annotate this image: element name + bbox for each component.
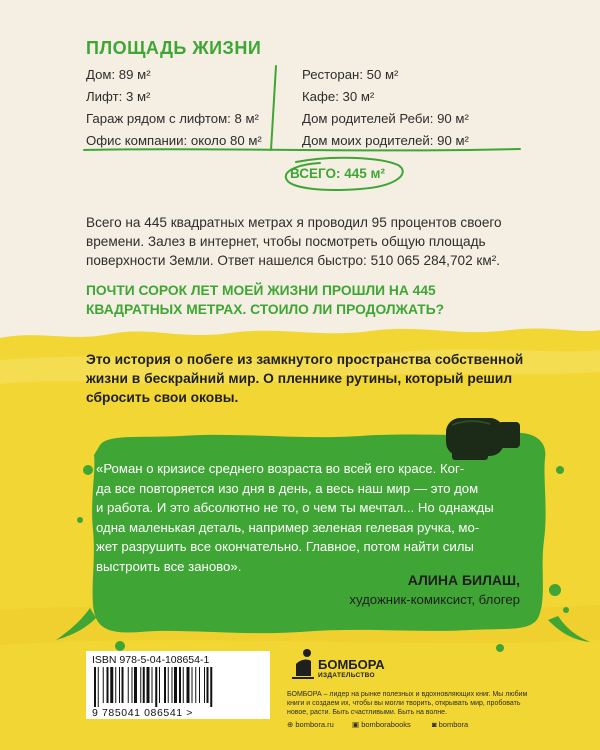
barcode-bar — [159, 667, 160, 703]
social-vk[interactable] — [352, 720, 411, 729]
barcode-bar — [199, 667, 200, 703]
barcode-bar — [103, 667, 104, 703]
barcode-bar — [122, 667, 124, 703]
quote-line: «Роман о кризисе среднего возраста во всей его красе. Ког- — [96, 461, 465, 476]
barcode-bar — [98, 667, 99, 707]
barcode-bar — [179, 667, 181, 703]
barcode-bar — [107, 667, 109, 703]
area-right-item: Дом моих родителей: 90 м² — [302, 133, 469, 148]
quote-author-role: художник-комиксист, блогер — [349, 592, 520, 607]
globe-icon: ⊕ — [287, 720, 294, 729]
barcode-bar — [168, 667, 169, 703]
area-title: ПЛОЩАДЬ ЖИЗНИ — [86, 38, 262, 58]
publisher-name: БОМБОРА — [318, 657, 385, 672]
quote-line: выстроить все заново». — [96, 558, 242, 574]
barcode-bar — [204, 667, 205, 703]
barcode-digits: 9 785041 086541 > — [92, 707, 193, 719]
body-paragraph: Всего на 445 квадратных метрах я проводил 95 процентов своего времени. Залез в интернет, чтобы посмотреть общую площадь поверхности Земли. Ответ нашелся быстро: 510 065 284,702 км². — [86, 215, 502, 268]
barcode-bar — [172, 667, 173, 703]
barcode-bar — [155, 667, 157, 707]
barcode-bar — [174, 667, 177, 703]
barcode-bar — [134, 667, 137, 703]
quote-line: да все повторяется изо дня в день, а весь наш мир — это дом — [96, 480, 479, 496]
area-left-item: Лифт: 3 м² — [86, 89, 151, 104]
social-website[interactable] — [287, 720, 334, 729]
barcode-bar — [119, 667, 120, 703]
social-messenger[interactable] — [432, 720, 468, 729]
barcode-bar — [110, 667, 113, 703]
quote-line: жет разрушить все окончательно. Главное, потом найти силы — [96, 539, 474, 554]
area-right-item: Дом родителей Реби: 90 м² — [302, 111, 469, 126]
table-divider-horizontal — [84, 149, 520, 150]
publisher-subtitle: ИЗДАТЕЛЬСТВО — [318, 672, 375, 679]
barcode-bar — [115, 667, 116, 703]
barcode-bar — [207, 667, 209, 703]
review-quote — [96, 459, 516, 576]
publisher-description: БОМБОРА – лидер на рынке полезных и вдохновляющих книг. Мы любим книги и создаем их, чтобы вы могли творить, открывать мир, пробовать новое, расти. Быть счастливыми. Быть на волне. — [287, 691, 528, 716]
quote-author: АЛИНА БИЛАШ, — [407, 572, 520, 588]
barcode-bar — [164, 667, 166, 703]
area-right-item: Кафе: 30 м² — [302, 89, 375, 104]
messenger-icon: ◙ — [432, 720, 437, 729]
headline: ПОЧТИ СОРОК ЛЕТ МОЕЙ ЖИЗНИ ПРОШЛИ НА 445 КВАДРАТНЫХ МЕТРАХ. СТОИЛО ЛИ ПРОДОЛЖАТЬ? — [86, 283, 445, 317]
barcode-bar — [195, 667, 196, 703]
story-description: Это история о побеге из замкнутого пространства собственной жизни в бескрайний мир. О пленнике рутины, который решил сбросить свои оковы. — [86, 352, 524, 405]
barcode-bar — [94, 667, 96, 707]
quote-line: одна маленькая деталь, например зеленая гелевая ручка, мо- — [96, 519, 480, 535]
social-label: bombora.ru — [295, 720, 334, 729]
barcode-bar — [210, 667, 212, 707]
barcode-bar — [140, 667, 141, 703]
vk-icon: ▣ — [352, 720, 360, 729]
area-left-item: Гараж рядом с лифтом: 8 м² — [86, 111, 259, 126]
barcode-bar — [152, 667, 153, 703]
barcode-bar — [187, 667, 190, 703]
social-label: bombora — [438, 720, 469, 729]
quote-line: и работа. И это абсолютно не то, о чем ты мечтал... Но однажды — [96, 500, 494, 515]
barcode-bar — [143, 667, 145, 703]
barcode-bar — [192, 667, 193, 703]
barcode-bar — [128, 667, 129, 703]
barcode-bar — [132, 667, 133, 703]
barcode-bar — [147, 667, 150, 703]
area-left-item: Офис компании: около 80 м² — [86, 133, 262, 148]
barcode-bar — [183, 667, 184, 703]
area-right-item: Ресторан: 50 м² — [302, 67, 399, 82]
isbn-number: ISBN 978-5-04-108654-1 — [92, 654, 210, 666]
social-label: bomborabooks — [361, 720, 411, 729]
area-left-item: Дом: 89 м² — [86, 67, 151, 82]
area-total: ВСЕГО: 445 м² — [290, 166, 385, 181]
